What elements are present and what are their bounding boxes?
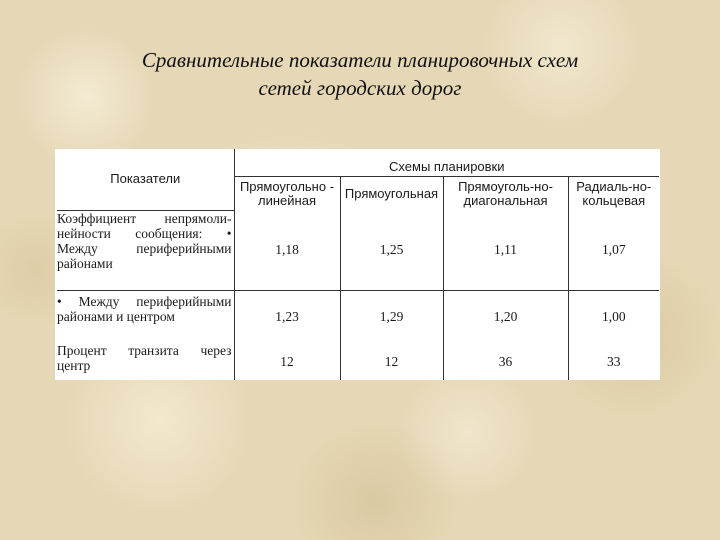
comparison-table	[57, 149, 659, 380]
column-header: Радиаль-но-кольцевая	[568, 177, 659, 211]
column-header: Прямоуголь-но-диагональная	[443, 177, 568, 211]
table-cell: 1,11	[443, 210, 568, 290]
table-row	[57, 343, 659, 380]
slide-title-line-1: Сравнительные показатели планировочных схем	[141, 48, 579, 72]
column-header: Прямоугольно - линейная	[234, 177, 340, 211]
row-label: Процент транзита через центр	[57, 343, 232, 373]
table-cell: 1,00	[568, 290, 659, 343]
column-header: Прямоугольная	[340, 177, 443, 211]
comparison-table-card	[55, 149, 660, 380]
table-cell: 12	[340, 343, 443, 380]
group-header: Схемы планировки	[234, 149, 659, 177]
table-cell: 36	[443, 343, 568, 380]
indicator-header: Показатели	[57, 149, 234, 210]
slide-title	[60, 46, 660, 102]
table-cell: 12	[234, 343, 340, 380]
table-cell: 33	[568, 343, 659, 380]
slide-title-line-2: сетей городских дорог	[258, 76, 462, 100]
table-cell: 1,20	[443, 290, 568, 343]
table-row	[57, 210, 659, 290]
table-cell: 1,29	[340, 290, 443, 343]
table-cell: 1,23	[234, 290, 340, 343]
row-label: Коэффициент непрямоли-нейности сообщения: • Между периферийными районами	[57, 210, 232, 271]
row-label: • Между периферийными районами и центром	[57, 290, 234, 343]
table-cell: 1,07	[568, 210, 659, 290]
table-cell: 1,18	[234, 210, 340, 290]
table-row	[57, 290, 659, 343]
table-cell: 1,25	[340, 210, 443, 290]
